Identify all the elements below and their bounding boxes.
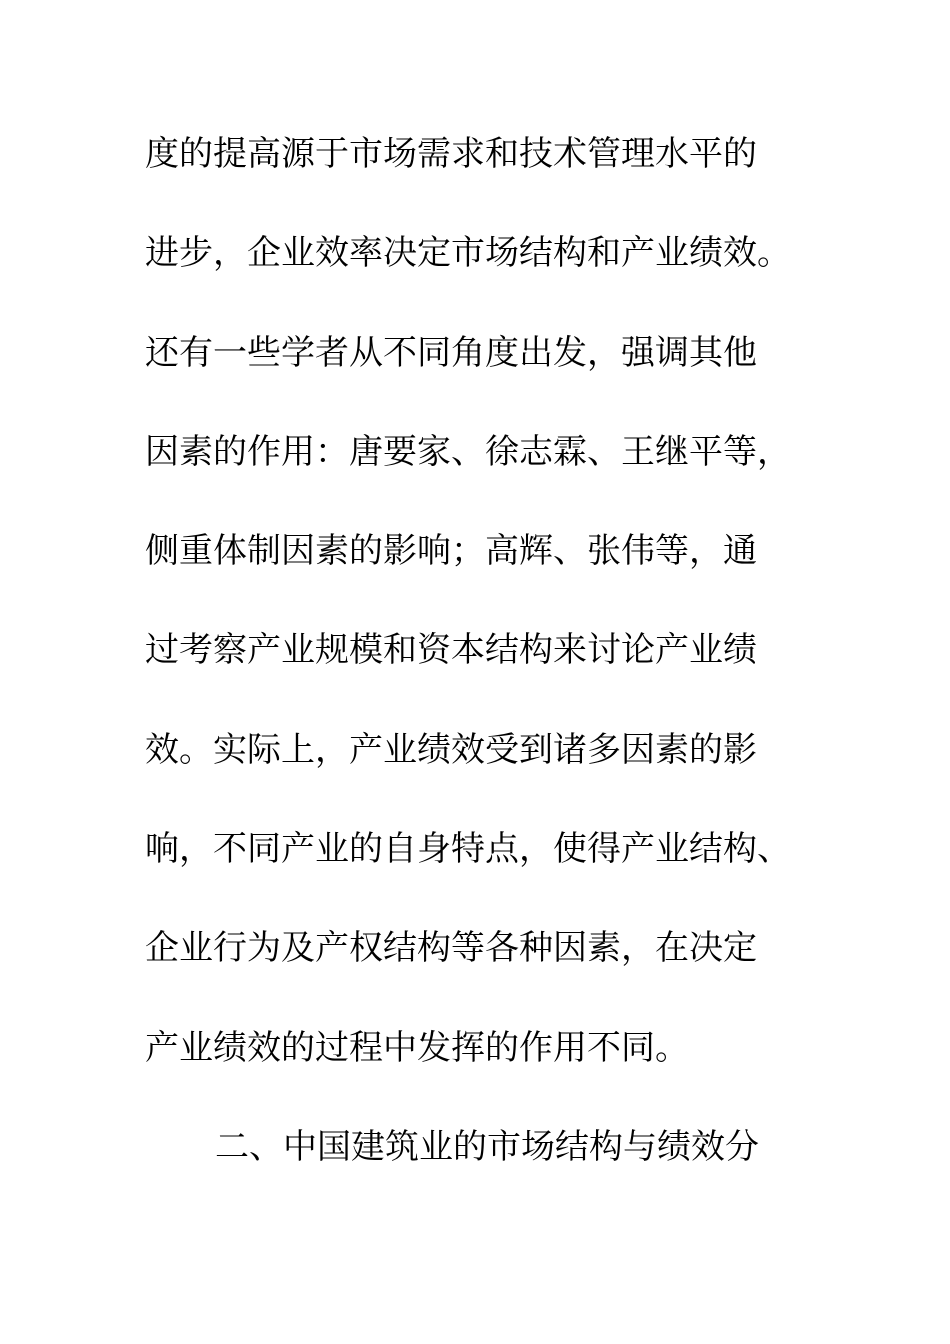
text-line-7: 效。实际上，产业绩效受到诸多因素的影 <box>145 729 757 770</box>
text-line-9: 企业行为及产权结构等各种因素，在决定 <box>145 928 757 969</box>
section-heading: 二、中国建筑业的市场结构与绩效分 <box>215 1126 759 1167</box>
text-line-6: 过考察产业规模和资本结构来讨论产业绩 <box>145 630 757 671</box>
text-line-2: 进步，企业效率决定市场结构和产业绩效。 <box>145 233 791 274</box>
text-line-10: 产业绩效的过程中发挥的作用不同。 <box>145 1027 689 1068</box>
text-line-8: 响，不同产业的自身特点，使得产业结构、 <box>145 829 791 870</box>
text-line-3: 还有一些学者从不同角度出发，强调其他 <box>145 332 757 373</box>
text-line-4: 因素的作用：唐要家、徐志霖、王继平等， <box>145 431 791 472</box>
body-text <box>145 126 805 1218</box>
text-line-1: 度的提高源于市场需求和技术管理水平的 <box>145 134 757 174</box>
text-line-5: 侧重体制因素的影响；高辉、张伟等，通 <box>145 531 757 572</box>
